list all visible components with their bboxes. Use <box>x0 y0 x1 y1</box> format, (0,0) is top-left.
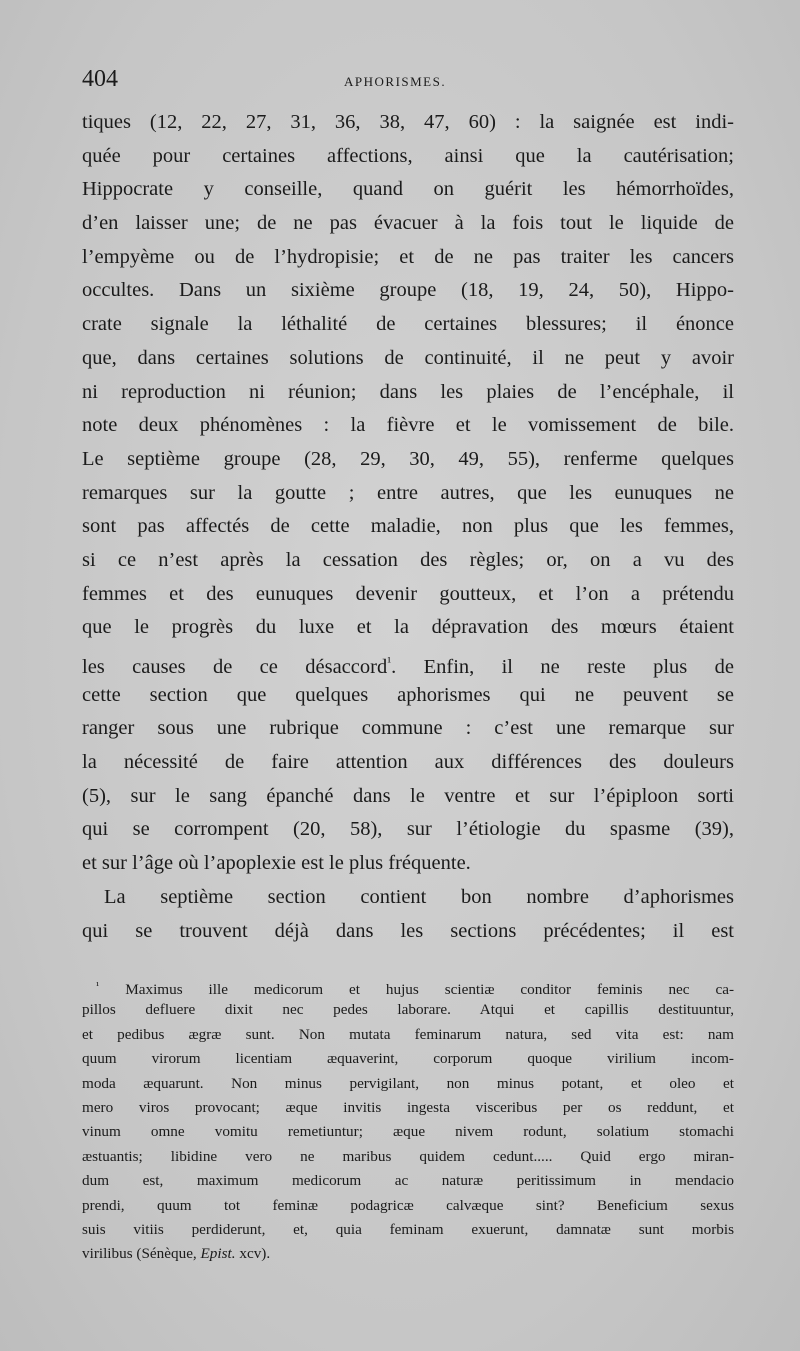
text-line: (5), sur le sang épanché dans le ventre et sur l’épiploon sorti <box>82 784 734 807</box>
footnote-line: vinum omne vomitu remetiuntur; æque nivem rodunt, solatium stomachi <box>82 1123 734 1141</box>
text-line: que le progrès du luxe et la dépravation des mœurs étaient <box>82 616 734 639</box>
footnote-line: et pedibus ægræ sunt. Non mutata feminarum natura, sed vita est: nam <box>82 1025 734 1043</box>
text-line: si ce n’est après la cessation des règles; or, on a vu des <box>82 548 734 571</box>
text-line: cette section que quelques aphorismes qui ne peuvent se <box>82 683 734 706</box>
text-line: et sur l’âge où l’apoplexie est le plus fréquente. <box>82 852 471 875</box>
text-line: femmes et des eunuques devenir goutteux, et l’on a prétendu <box>82 582 734 605</box>
footnote-text: virilibus (Sénèque, <box>82 1245 201 1263</box>
footnote-line: dum est, maximum medicorum ac naturæ peritissimum in mendacio <box>82 1172 734 1190</box>
running-head: APHORISMES. <box>344 74 447 89</box>
text-line: remarques sur la goutte ; entre autres, que les eunuques ne <box>82 481 734 504</box>
footnote-text: xcv). <box>235 1245 271 1263</box>
text-line: Hippocrate y conseille, quand on guérit les hémorrhoïdes, <box>82 178 734 201</box>
page-number: 404 <box>82 66 118 92</box>
text-line: qui se trouvent déjà dans les sections précédentes; il est <box>82 919 734 942</box>
footnote-line: pillos defluere dixit nec pedes laborare. Atqui et capillis destituuntur, <box>82 1001 734 1019</box>
text-line: quée pour certaines affections, ainsi que la cautérisation; <box>82 144 734 167</box>
footnote-line <box>82 974 734 998</box>
text-line: la nécessité de faire attention aux différences des douleurs <box>82 751 734 774</box>
text-line: note deux phénomènes : la fièvre et le vomissement de bile. <box>82 414 734 437</box>
body-text <box>82 106 734 948</box>
text-line <box>82 645 734 679</box>
footnote-line: suis vitiis perdiderunt, et, quia feminam exuerunt, damnatæ sunt morbis <box>82 1220 734 1238</box>
text-segment: . Enfin, il ne reste plus de <box>391 656 734 678</box>
footnote-reference[interactable]: ¹ <box>387 654 392 669</box>
footnote-citation: Epist. <box>200 1245 236 1263</box>
text-segment: les causes de ce désaccord <box>82 656 388 678</box>
footnote-text: Maximus ille medicorum et hujus scientiæ conditor feminis nec ca- <box>125 981 735 998</box>
text-line: La septième section contient bon nombre d’aphorismes <box>104 885 734 908</box>
text-line: qui se corrompent (20, 58), sur l’étiologie du spasme (39), <box>82 818 734 841</box>
text-line: sont pas affectés de cette maladie, non plus que les femmes, <box>82 515 734 538</box>
text-line: ni reproduction ni réunion; dans les plaies de l’encéphale, il <box>82 380 734 403</box>
footnote-line <box>82 1242 734 1266</box>
footnote-line: mero viros provocant; æque invitis ingesta visceribus per os reddunt, et <box>82 1098 734 1116</box>
footnote-line: æstuantis; libidine vero ne maribus quidem cedunt..... Quid ergo miran- <box>82 1147 734 1165</box>
text-line: occultes. Dans un sixième groupe (18, 19, 24, 50), Hippo- <box>82 279 734 302</box>
text-line: d’en laisser une; de ne pas évacuer à la fois tout le liquide de <box>82 212 734 235</box>
text-line: l’empyème ou de l’hydropisie; et de ne pas traiter les cancers <box>82 245 734 268</box>
page-header <box>82 66 734 96</box>
footnote <box>82 974 734 1267</box>
text-line: tiques (12, 22, 27, 31, 36, 38, 47, 60) : la saignée est indi- <box>82 111 734 133</box>
footnote-line: prendi, quum tot feminæ podagricæ calvæque sint? Beneficium sexus <box>82 1196 734 1214</box>
text-line: Le septième groupe (28, 29, 30, 49, 55), renferme quelques <box>82 447 734 470</box>
text-line: ranger sous une rubrique commune : c’est une remarque sur <box>82 717 734 740</box>
footnote-line: quum virorum licentiam æquaverint, corporum quoque virilium incom- <box>82 1050 734 1068</box>
footnote-marker: ¹ <box>96 980 100 992</box>
text-line: crate signale la léthalité de certaines blessures; il énonce <box>82 313 734 336</box>
text-line: que, dans certaines solutions de continuité, il ne peut y avoir <box>82 346 734 369</box>
footnote-line: moda æquarunt. Non minus pervigilant, non minus potant, et oleo et <box>82 1074 734 1092</box>
